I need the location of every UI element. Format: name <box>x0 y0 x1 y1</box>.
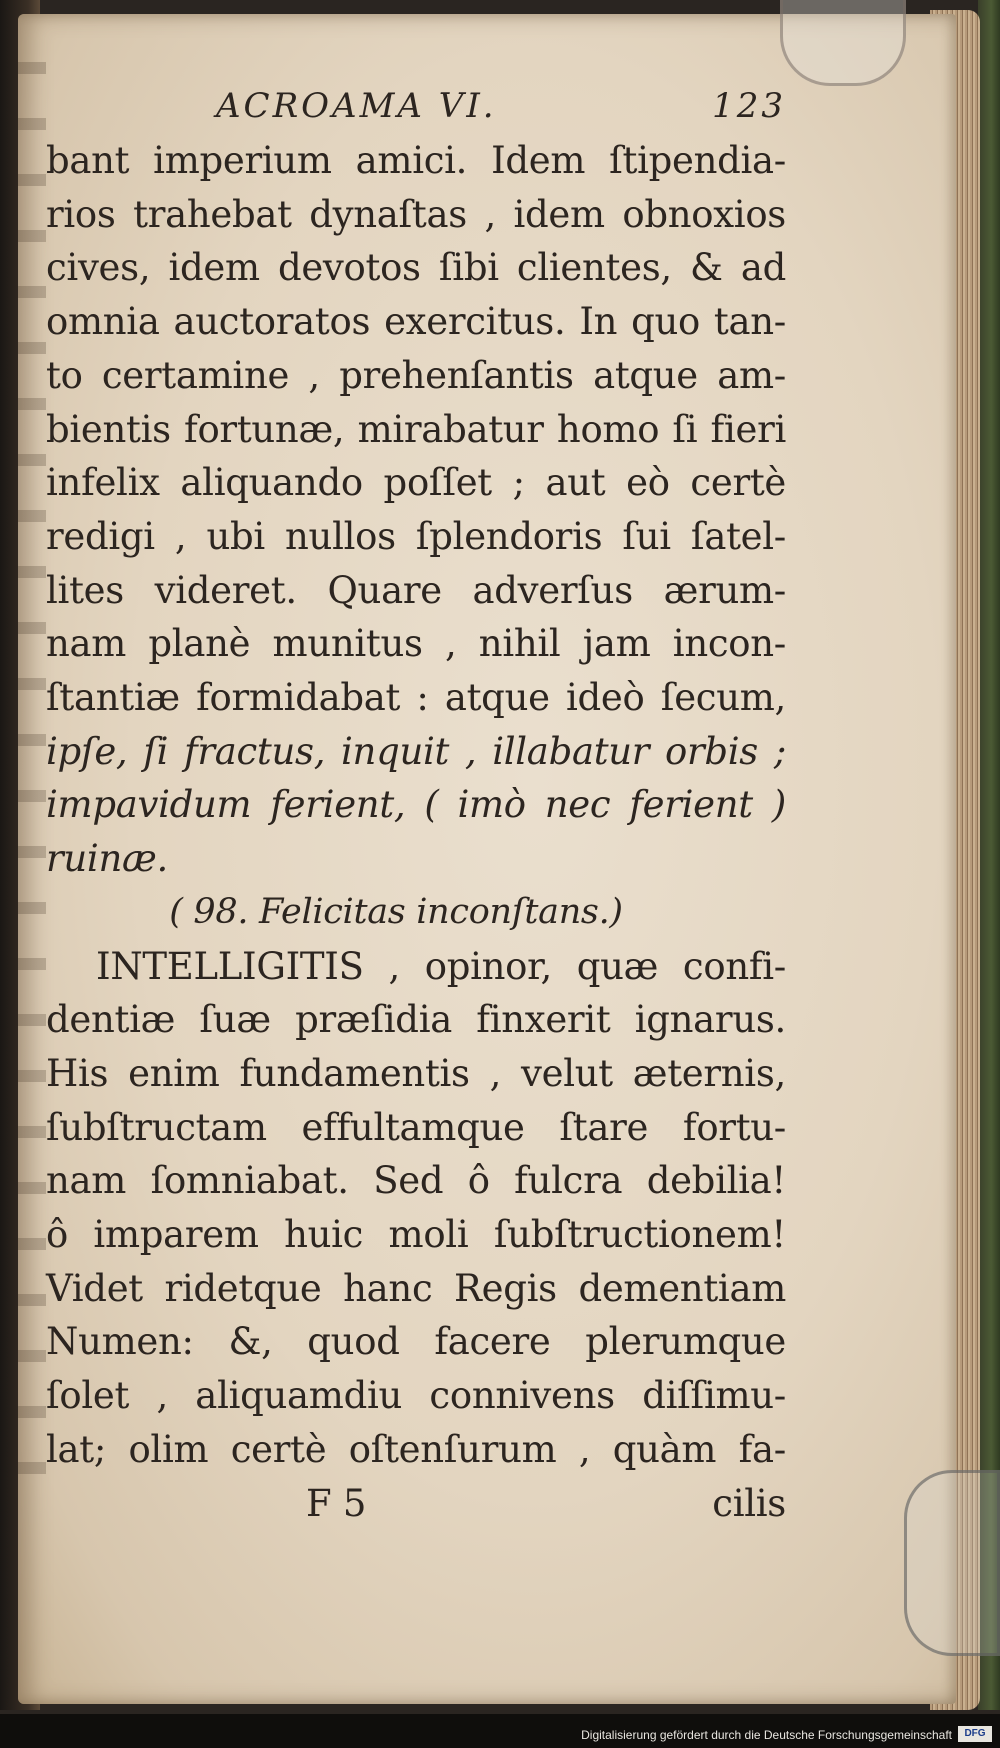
text-line: omnia auctoratos exercitus. In quo tan- <box>46 300 786 344</box>
text-line: dentiæ ſuæ præſidia finxerit ignarus. <box>46 998 786 1042</box>
page-number: 123 <box>712 86 786 126</box>
dfg-logo: DFG <box>958 1726 992 1742</box>
text-line: INTELLIGITIS , opinor, quæ confi- <box>96 944 786 988</box>
facing-page-show-through <box>18 44 46 1494</box>
paragraph-2 <box>46 940 786 1477</box>
text-line: ipſe, ſi fractus, inquit , illabatur orbis ; <box>46 729 786 773</box>
paragraph-1 <box>46 134 786 886</box>
glass-page-clip-bottom <box>904 1470 1000 1656</box>
section-heading: ( 98. Felicitas inconſtans.) <box>169 891 623 932</box>
text-line: ô imparem huic moli ſubſtructionem! <box>46 1213 786 1257</box>
text-line: ſolet , aliquamdiu connivens diſſimu- <box>46 1374 786 1418</box>
text-line: nam planè munitus , nihil jam incon- <box>46 622 786 666</box>
text-line: redigi , ubi nullos ſplendoris ſui ſatel- <box>46 514 786 558</box>
text-line: rios trahebat dynaſtas , idem obnoxios <box>46 192 786 236</box>
running-head-title: ACROAMA VI. <box>216 86 497 126</box>
page-text <box>46 80 786 1530</box>
glass-page-clip-top <box>780 0 906 86</box>
text-line: Numen: &, quod facere plerumque <box>46 1320 786 1364</box>
text-line: cives, idem devotos ſibi clientes, & ad <box>46 246 786 290</box>
signature-mark: F 5 <box>306 1481 367 1525</box>
signature-line <box>46 1477 786 1531</box>
footer-bar <box>0 1714 1000 1748</box>
catchword: cilis <box>712 1481 786 1525</box>
text-line: lat; olim certè oſtenſurum , quàm fa- <box>46 1427 786 1471</box>
running-head <box>46 80 786 134</box>
text-line: ſtantiæ formidabat : atque ideò ſecum, <box>46 676 786 720</box>
text-line: bant imperium amici. Idem ſtipendia- <box>46 139 786 182</box>
text-line: His enim fundamentis , velut æternis, <box>46 1051 786 1095</box>
text-line: infelix aliquando poſſet ; aut eò certè <box>46 461 786 505</box>
text-line: impavidum ferient, ( imò nec ferient ) <box>46 783 786 827</box>
text-line: ruinæ. <box>46 837 168 881</box>
text-line: lites videret. Quare adverſus ærum- <box>46 568 786 612</box>
background-surface <box>978 0 1000 1710</box>
text-line: nam ſomniabat. Sed ô fulcra debilia! <box>46 1159 786 1203</box>
text-line: to certamine , prehenſantis atque am- <box>46 353 786 397</box>
text-line: Videt ridetque hanc Regis dementiam <box>46 1266 786 1310</box>
text-line: bientis fortunæ, mirabatur homo ſi fieri <box>46 407 786 451</box>
funding-credit: Digitalisierung gefördert durch die Deutsche Forschungsgemeinschaft <box>581 1728 952 1742</box>
text-line: ſubſtructam effultamque ſtare fortu- <box>46 1105 786 1149</box>
